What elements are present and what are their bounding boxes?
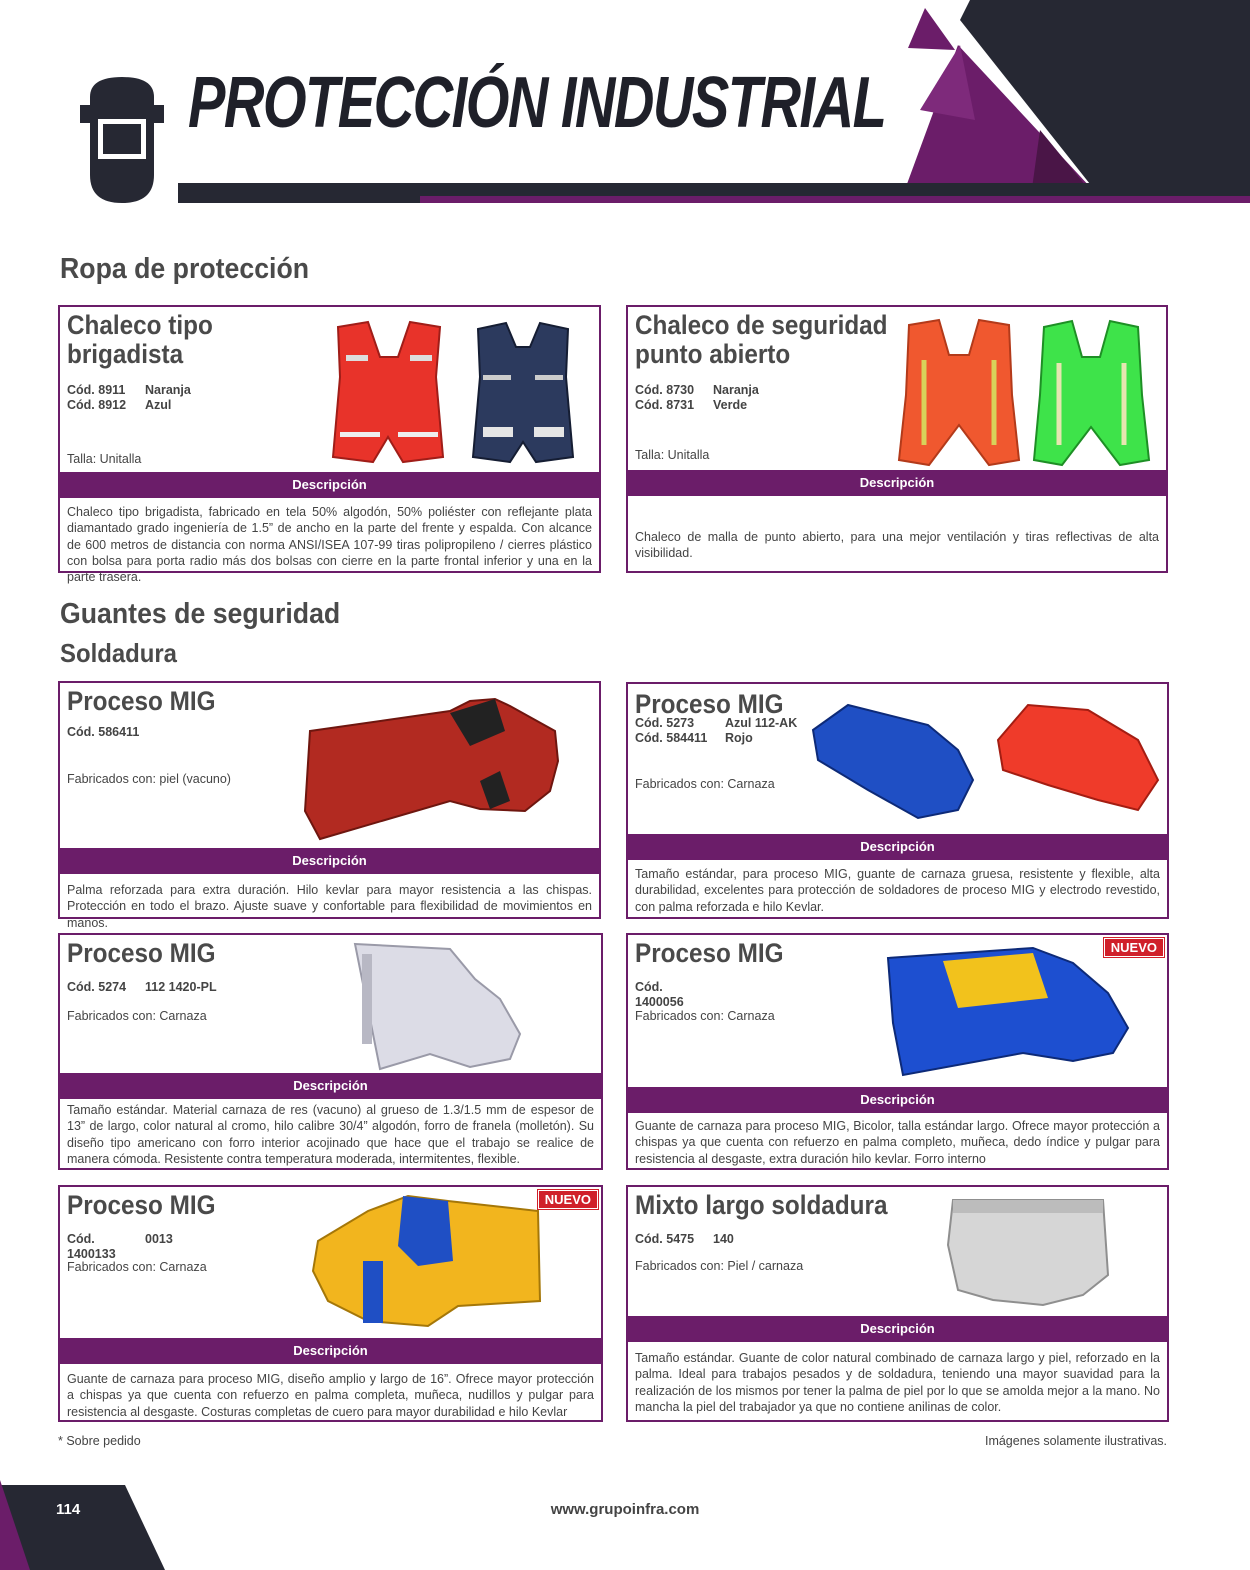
- product-card-mig-5273: [626, 682, 1169, 919]
- product-title: Proceso MIG: [635, 938, 784, 968]
- product-description: Tamaño estándar. Guante de color natural combinado de carnaza largo y piel, reforzado en la palma. Ideal para trabajos pesados y de soldadura, teniendo una mayor suavidad para la realización de los mismos por tener la palma de piel por lo que se amolda mejor a la mano. No mancha la piel del trabajador ya que no contiene anilinas de color.: [635, 1351, 1160, 1414]
- blue-red-gloves-image: [808, 690, 1168, 830]
- product-description: Palma reforzada para extra duración. Hilo kevlar para mayor resistencia a las chispas. Protección en todo el brazo. Ajuste suave y confortable para flexibilidad de movimientos en manos.: [67, 883, 592, 930]
- product-card-chaleco-brigadista: [58, 305, 601, 585]
- product-material: Fabricados con: Carnaza: [67, 1009, 207, 1023]
- product-title: Mixto largo soldadura: [635, 1190, 888, 1220]
- page-number: 114: [56, 1501, 81, 1518]
- description-band: Descripción: [628, 470, 1166, 496]
- product-codes: Cód. 1400133 0013: [67, 1232, 173, 1261]
- new-badge: NUEVO: [538, 1190, 598, 1209]
- section-subtitle-soldadura: Soldadura: [60, 638, 177, 668]
- header-bar-accent: [420, 196, 1250, 203]
- section-title-ropa: Ropa de protección: [60, 253, 310, 285]
- product-description: Tamaño estándar. Material carnaza de res (vacuno) al grueso de 1.3/1.5 mm de espesor de 13” de largo, color natural al cromo, hilo calibre 30/4” algodón, forro de franela (molletón). Su diseño tipo americano con forro interior acojinado que hace que el trabajo se realice de manera cómoda. Resistente contra temperatura moderada, intermitentes, flexible.: [67, 1103, 594, 1166]
- product-description: Chaleco tipo brigadista, fabricado en tela 50% algodón, 50% poliéster con reflejante plata diamantado grado ingeniería de 1.5” de ancho en la parte del frente y espalda. Con alcance de 600 metros de distancia con norma ANSI/ISEA 107-99 tiras polipropileno / cierres plástico con bolsa para porta radio más dos bolsas con cierre en la parte frontal inferior y una en la parte trasera.: [67, 505, 592, 585]
- product-codes: Cód. 5475 140: [635, 1232, 734, 1246]
- mixed-glove-image: [943, 1195, 1113, 1310]
- description-band: Descripción: [60, 848, 599, 874]
- product-title: Chaleco tipo brigadista: [67, 310, 213, 369]
- product-title: Proceso MIG: [67, 938, 216, 968]
- product-codes: Cód. 8911 Naranja Cód. 8912 Azul: [67, 383, 191, 412]
- description-band: Descripción: [628, 1087, 1167, 1113]
- blue-yellow-glove-image: [883, 943, 1133, 1078]
- description-band: Descripción: [60, 1338, 601, 1364]
- product-title: Chaleco de seguridad punto abierto: [635, 310, 888, 369]
- product-description: Guante de carnaza para proceso MIG, Bicolor, talla estándar largo. Ofrece mayor protección a chispas ya que cuenta con refuerzo en palma completo, muñeca, dedo índice y pulgar para resistencia al desgaste, extra duración hilo kevlar. Forro interno: [635, 1119, 1160, 1166]
- product-title: Proceso MIG: [635, 689, 784, 719]
- page-title: PROTECCIÓN INDUSTRIAL: [188, 63, 886, 143]
- product-material: Fabricados con: Carnaza: [635, 1009, 775, 1023]
- product-card-mig-1400133: [58, 1185, 603, 1422]
- product-card-mig-5274: [58, 933, 603, 1170]
- footer-url[interactable]: www.grupoinfra.com: [550, 1501, 700, 1518]
- product-codes: Cód. 586411: [67, 725, 140, 739]
- product-card-mig-1400056: [626, 933, 1169, 1170]
- product-description: Tamaño estándar, para proceso MIG, guante de carnaza gruesa, resistente y flexible, alta durabilidad, excelentes para protección de soldadores de proceso MIG y electrodo revestido, con palma reforzada e hilo Kevlar.: [635, 867, 1160, 914]
- product-material: Fabricados con: Carnaza: [67, 1260, 207, 1274]
- product-card-mixto-largo: [626, 1185, 1169, 1422]
- description-band: Descripción: [628, 1316, 1167, 1342]
- product-material: Fabricados con: piel (vacuno): [67, 772, 231, 786]
- description-band: Descripción: [60, 1073, 601, 1099]
- red-glove-image: [300, 691, 560, 841]
- mesh-vest-image: [894, 315, 1164, 470]
- product-description: Chaleco de malla de punto abierto, para una mejor ventilación y tiras reflectivas de alta visibilidad.: [635, 530, 1159, 561]
- footer-decoration: [0, 1480, 170, 1570]
- product-card-chaleco-punto-abierto: [626, 305, 1168, 573]
- product-size: Talla: Unitalla: [67, 452, 142, 466]
- grey-glove-image: [350, 939, 530, 1074]
- product-material: Fabricados con: Piel / carnaza: [635, 1259, 804, 1273]
- product-codes: Cód. 8730 Naranja Cód. 8731 Verde: [635, 383, 759, 412]
- product-size: Talla: Unitalla: [635, 448, 710, 462]
- description-band: Descripción: [628, 834, 1167, 860]
- product-codes: Cód. 1400056: [635, 980, 684, 1009]
- vest-image: [318, 317, 598, 467]
- product-title: Proceso MIG: [67, 1190, 216, 1220]
- product-description: Guante de carnaza para proceso MIG, diseño amplio y largo de 16”. Ofrece mayor protección a chispas ya que cuenta con refuerzo en palma completa, muñeca, nudillos y pulgar para resistencia al desgaste. Costuras completas de cuero para mayor durabilidad e hilo Kevlar: [67, 1372, 594, 1419]
- product-codes: Cód. 5274 112 1420-PL: [67, 980, 217, 994]
- product-title: Proceso MIG: [67, 686, 216, 716]
- description-band: Descripción: [60, 472, 599, 498]
- product-codes: Cód. 5273 Azul 112-AK Cód. 584411 Rojo: [635, 716, 798, 745]
- new-badge: NUEVO: [1104, 938, 1164, 957]
- yellow-blue-glove-image: [308, 1191, 548, 1331]
- welding-helmet-icon: [76, 75, 168, 205]
- product-card-mig-586411: [58, 681, 601, 930]
- note-sobre-pedido: * Sobre pedido: [58, 1434, 141, 1448]
- section-title-guantes: Guantes de seguridad: [60, 598, 341, 630]
- note-imagenes: Imágenes solamente ilustrativas.: [984, 1434, 1167, 1448]
- product-material: Fabricados con: Carnaza: [635, 777, 775, 791]
